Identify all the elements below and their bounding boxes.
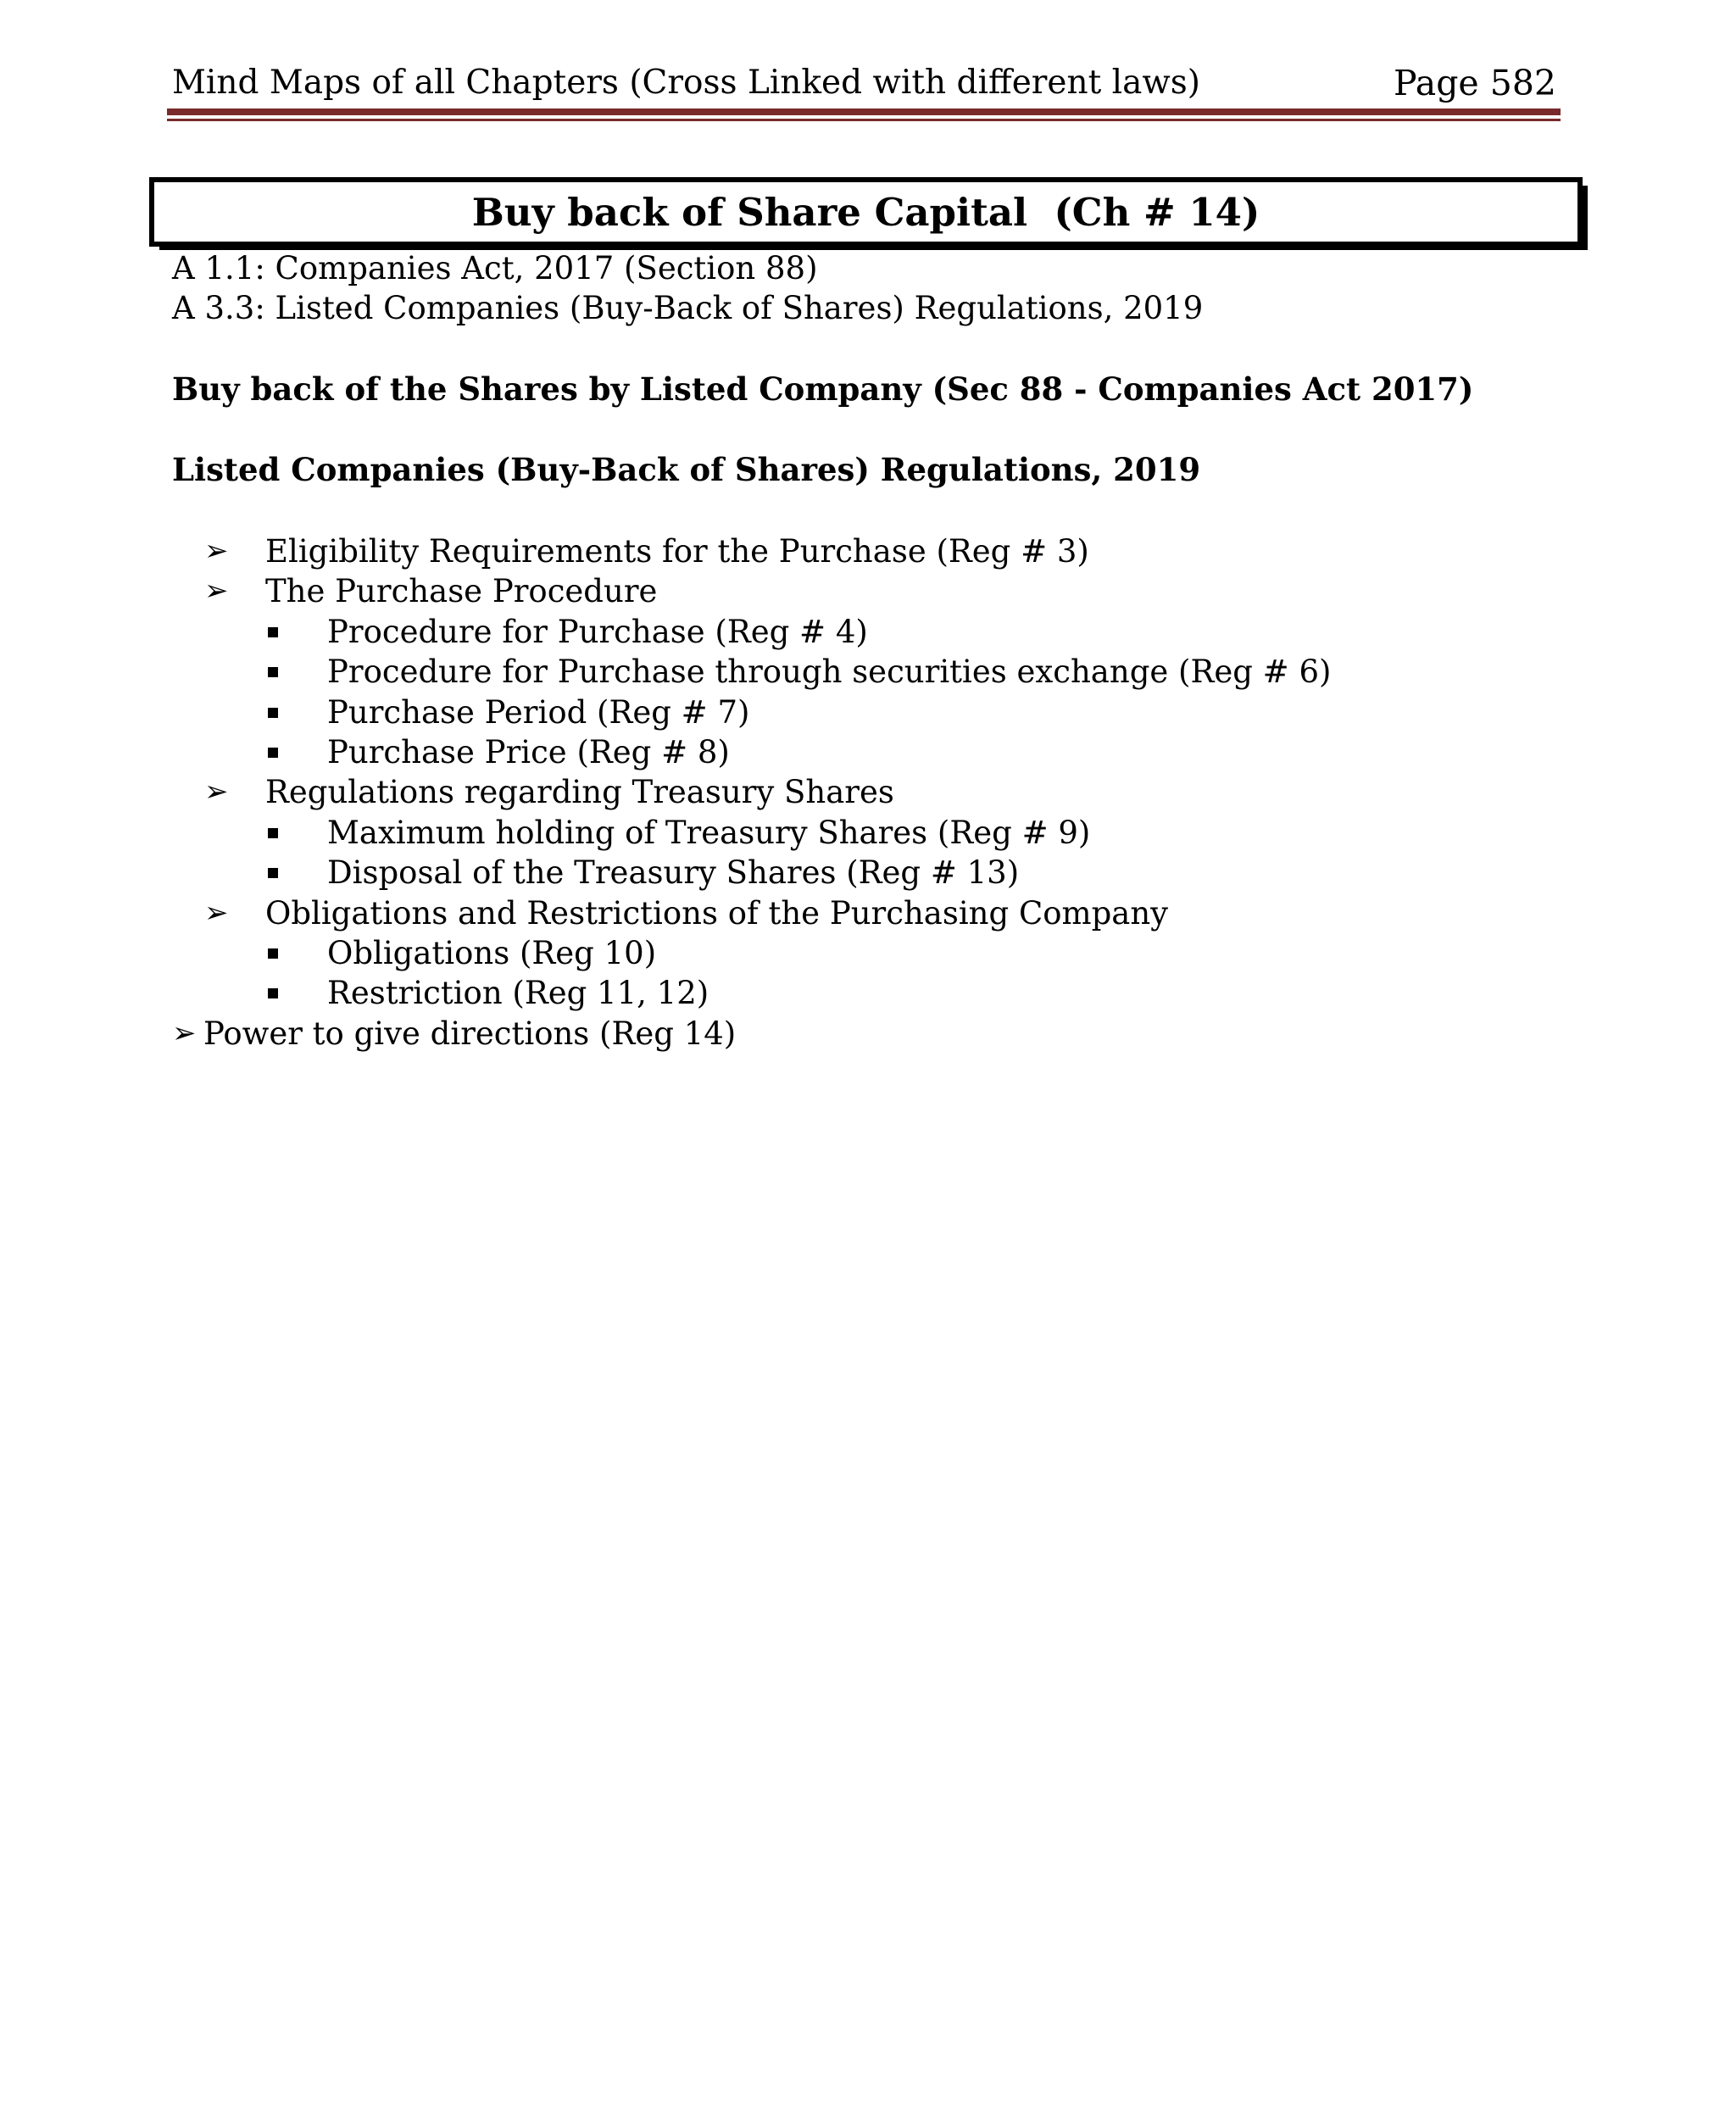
header-page-number: Page 582	[1394, 63, 1556, 103]
reference-line: A 1.1: Companies Act, 2017 (Section 88)	[172, 250, 818, 286]
header-rule-thin	[167, 119, 1561, 121]
square-bullet-icon	[268, 868, 278, 878]
section-heading: Listed Companies (Buy-Back of Shares) Regulations, 2019	[172, 451, 1201, 488]
list-item-text: Purchase Period (Reg # 7)	[327, 693, 750, 731]
list-item-text: Procedure for Purchase through securities exchange (Reg # 6)	[327, 654, 1332, 691]
list-item-text: The Purchase Procedure	[265, 573, 658, 610]
title-box	[149, 177, 1583, 247]
section-heading: Buy back of the Shares by Listed Company (Sec 88 - Companies Act 2017)	[172, 370, 1474, 408]
list-item-text: Power to give directions (Reg 14)	[203, 1015, 737, 1052]
arrow-bullet-icon: ➢	[204, 775, 229, 809]
square-bullet-icon	[268, 748, 278, 758]
square-bullet-icon	[268, 627, 278, 637]
list-item-text: Restriction (Reg 11, 12)	[327, 975, 709, 1012]
list-item-text: Obligations (Reg 10)	[327, 935, 657, 971]
list-item-text: Purchase Price (Reg # 8)	[327, 734, 730, 770]
square-bullet-icon	[268, 988, 278, 998]
arrow-bullet-icon: ➢	[172, 1015, 197, 1050]
list-item-text: Maximum holding of Treasury Shares (Reg # 9)	[327, 814, 1091, 851]
reference-line: A 3.3: Listed Companies (Buy-Back of Shares) Regulations, 2019	[172, 290, 1204, 326]
list-item-text: Eligibility Requirements for the Purchase (Reg # 3)	[265, 533, 1089, 570]
header-rule-thick	[167, 108, 1561, 115]
list-item-text: Regulations regarding Treasury Shares	[265, 774, 894, 811]
list-item-text: Procedure for Purchase (Reg # 4)	[327, 613, 868, 650]
list-item-text: Obligations and Restrictions of the Purchasing Company	[265, 894, 1169, 932]
square-bullet-icon	[268, 667, 278, 677]
square-bullet-icon	[268, 828, 278, 838]
square-bullet-icon	[268, 708, 278, 718]
arrow-bullet-icon: ➢	[204, 574, 229, 609]
header-document-title: Mind Maps of all Chapters (Cross Linked with different laws)	[172, 64, 1201, 102]
arrow-bullet-icon: ➢	[204, 534, 229, 568]
chapter-title: Buy back of Share Capital (Ch # 14)	[471, 189, 1260, 235]
list-item-text: Disposal of the Treasury Shares (Reg # 13)	[327, 854, 1020, 892]
arrow-bullet-icon: ➢	[204, 895, 229, 930]
square-bullet-icon	[268, 948, 278, 959]
